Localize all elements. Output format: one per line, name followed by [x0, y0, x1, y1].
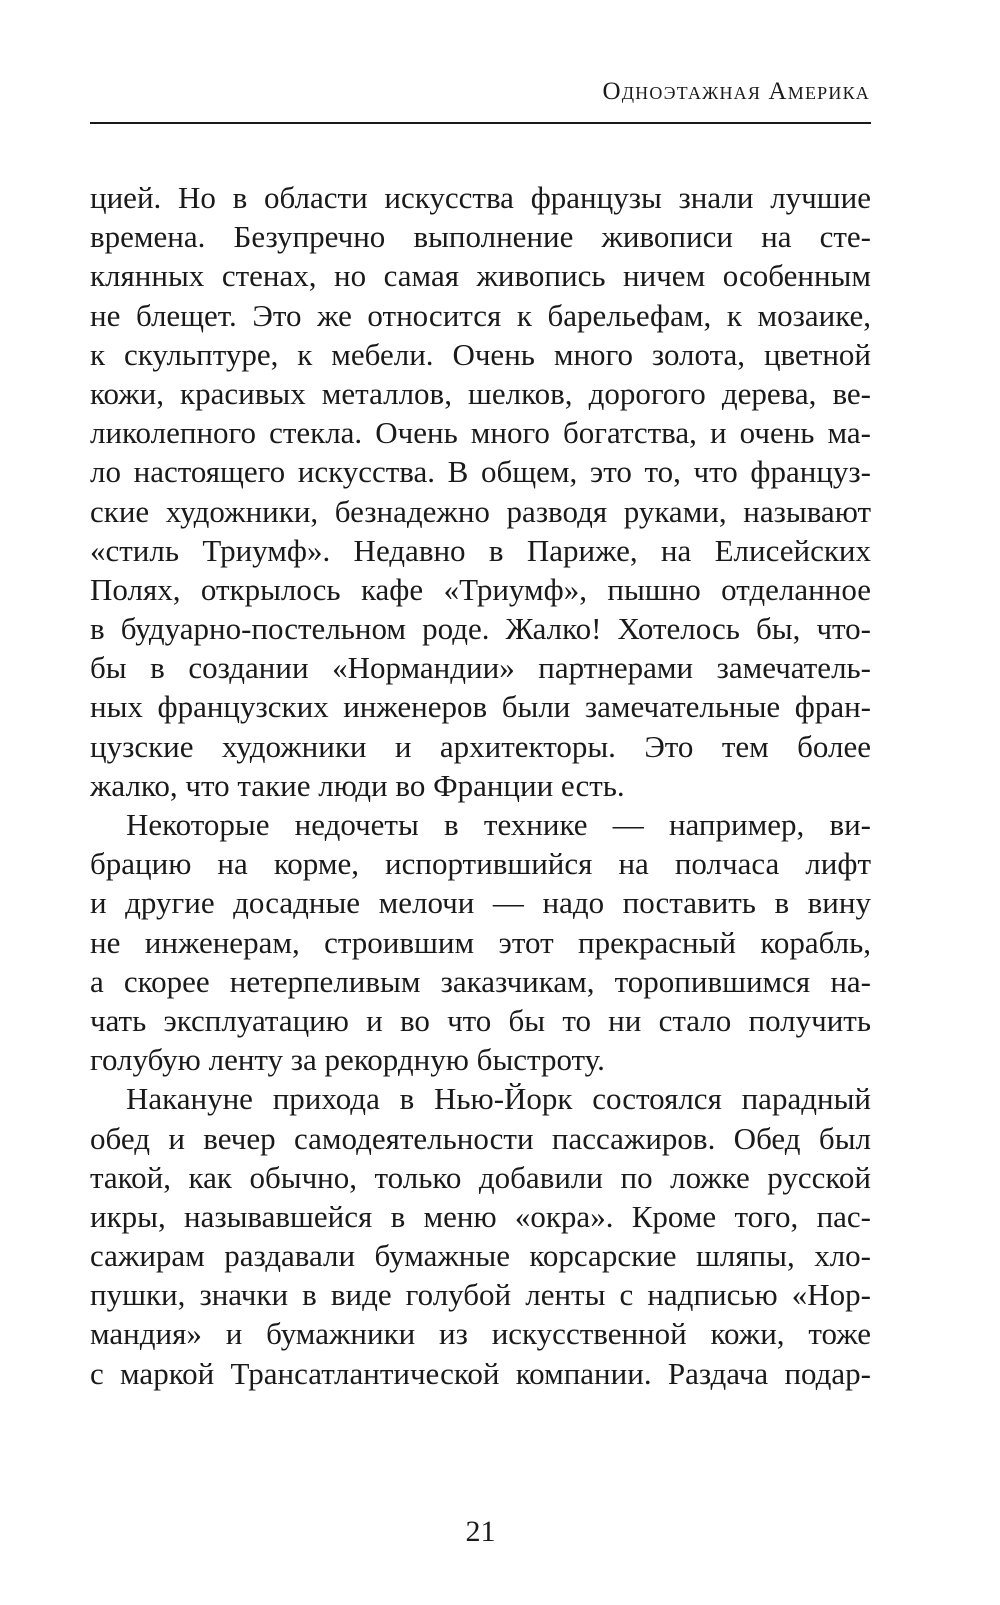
text-line: жалко, что такие люди во Франции есть.	[90, 767, 625, 803]
text-line: кожи, красивых металлов, шелков, дорогого дерева, ве-	[90, 375, 871, 411]
text-line: обед и вечер самодеятельности пассажиров. Обед был	[90, 1120, 871, 1156]
text-line: цией. Но в области искусства французы знали лучшие	[90, 180, 871, 215]
text-line: такой, как обычно, только добавили по ложке русской	[90, 1159, 871, 1195]
text-line: Полях, открылось кафе «Триумф», пышно отделанное	[90, 571, 871, 607]
text-line: Некоторые недочеты в технике — например, ви-	[126, 807, 871, 842]
text-line: ликолепного стекла. Очень много богатства, и очень ма-	[90, 415, 871, 451]
body-text	[90, 178, 871, 1393]
text-line: с маркой Трансатлантической компании. Раздача подар-	[90, 1355, 871, 1391]
running-title: Одноэтажная Америка	[602, 78, 870, 105]
text-line: ские художники, безнадежно разводя руками, называют	[90, 493, 871, 529]
text-line: времена. Безупречно выполнение живописи на сте-	[90, 219, 871, 255]
text-line: чать эксплуатацию и во что бы то ни стало получить	[90, 1002, 871, 1038]
text-line: к скульптуре, к мебели. Очень много золота, цветной	[90, 336, 871, 372]
text-line: цузские художники и архитекторы. Это тем более	[90, 728, 871, 764]
text-line: мандия» и бумажники из искусственной кожи, тоже	[90, 1316, 871, 1352]
text-line: и другие досадные мелочи — надо поставить в вину	[90, 885, 871, 921]
page-number: 21	[465, 1515, 496, 1548]
header-rule	[90, 122, 871, 124]
text-line: пушки, значки в виде голубой ленты с надписью «Нор-	[90, 1277, 871, 1313]
text-line: брацию на корме, испортившийся на полчаса лифт	[90, 846, 871, 882]
text-line: не блещет. Это же относится к барельефам, к мозаике,	[90, 297, 871, 333]
text-line: в будуарно-постельном роде. Жалко! Хотелось бы, что-	[90, 611, 871, 647]
text-line: сажирам раздавали бумажные корсарские шляпы, хло-	[90, 1238, 871, 1274]
text-line: не инженерам, строившим этот прекрасный корабль,	[90, 924, 871, 960]
text-line: «стиль Триумф». Недавно в Париже, на Елисейских	[90, 532, 871, 568]
text-line: а скорее нетерпеливым заказчикам, торопившимся на-	[90, 963, 871, 999]
text-line: Накануне прихода в Нью-Йорк состоялся парадный	[126, 1081, 871, 1117]
text-line: бы в создании «Нормандии» партнерами замечатель-	[90, 650, 871, 686]
text-line: икры, называвшейся в меню «окра». Кроме того, пас-	[90, 1198, 871, 1234]
text-line: голубую ленту за рекордную быстроту.	[90, 1042, 605, 1078]
text-line: ных французских инженеров были замечательные фран-	[90, 689, 871, 725]
text-line: ло настоящего искусства. В общем, это то, что француз-	[90, 454, 871, 490]
text-line: клянных стенах, но самая живопись ничем особенным	[90, 258, 871, 294]
